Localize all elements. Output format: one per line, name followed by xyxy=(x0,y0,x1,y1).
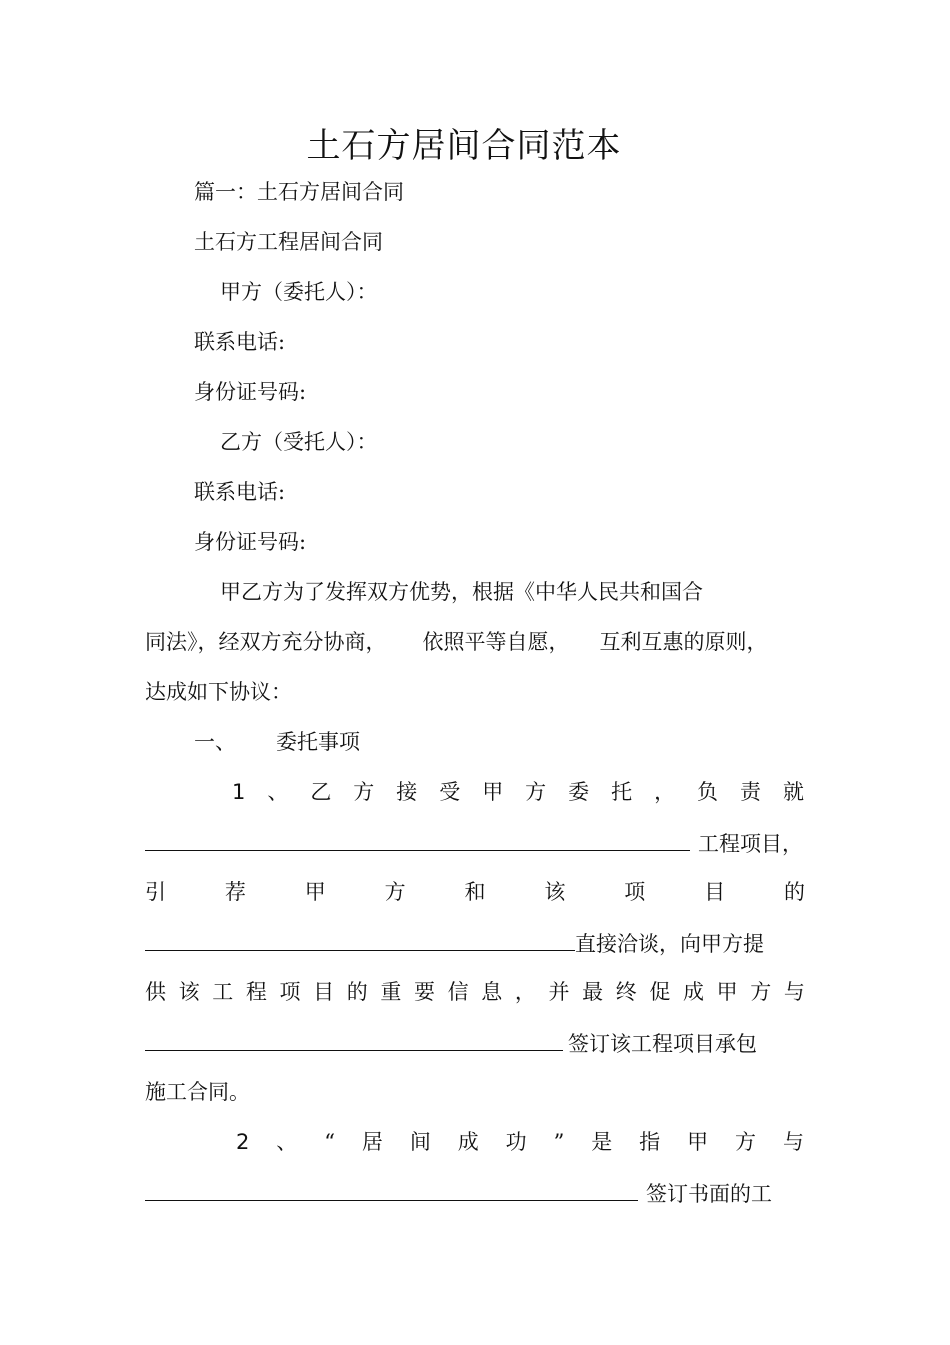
preamble-line-3: 达成如下协议： xyxy=(145,680,292,704)
clause-1-line-2 xyxy=(145,828,803,858)
party-a-label: 甲方（委托人）： xyxy=(220,280,378,304)
char-row20-2: “ xyxy=(324,1130,335,1154)
article-1-number: 一、 xyxy=(194,730,236,754)
char-row17-18: 方 xyxy=(750,980,772,1004)
char-row17-11: ， xyxy=(514,980,536,1004)
clause-1-text-b: 直接洽谈，向甲方提 xyxy=(575,932,764,956)
party-b-id-label: 身份证号码: xyxy=(194,530,307,554)
char-row17-1: 该 xyxy=(178,980,200,1004)
char-row17-17: 甲 xyxy=(716,980,738,1004)
char-row13-2: 乙 xyxy=(310,780,332,804)
char-row20-4: 间 xyxy=(409,1130,431,1154)
article-1-title: 委托事项 xyxy=(276,730,360,754)
char-row17-6: 的 xyxy=(346,980,368,1004)
char-row13-0: 1 xyxy=(232,780,246,804)
char-row13-5: 受 xyxy=(439,780,461,804)
clause-2-line-2 xyxy=(145,1178,772,1208)
char-row20-12: 与 xyxy=(782,1130,804,1154)
char-row20-6: 功 xyxy=(505,1130,527,1154)
preamble-part-1: 同法》，经双方充分协商， xyxy=(145,630,387,654)
char-row17-15: 促 xyxy=(649,980,671,1004)
preamble-part-3: 互利互惠的原则， xyxy=(599,630,768,654)
party-b-phone-label: 联系电话: xyxy=(194,480,286,504)
clause-1-line-6 xyxy=(145,1028,757,1058)
char-row13-8: 委 xyxy=(568,780,590,804)
char-row20-9: 指 xyxy=(639,1130,661,1154)
party-a-id-label: 身份证号码: xyxy=(194,380,307,404)
char-row15-2: 甲 xyxy=(304,880,326,904)
char-row17-0: 供 xyxy=(145,980,166,1004)
char-row20-10: 甲 xyxy=(687,1130,709,1154)
clause-1-line-5 xyxy=(145,978,805,1006)
char-row20-3: 居 xyxy=(361,1130,383,1154)
counterparty-blank-3[interactable] xyxy=(145,1178,638,1201)
clause-1-line-7: 施工合同。 xyxy=(145,1080,250,1104)
char-row13-3: 方 xyxy=(353,780,375,804)
clause-2-line-1 xyxy=(236,1128,804,1156)
counterparty-blank-2[interactable] xyxy=(145,1028,563,1051)
preamble-line-2 xyxy=(145,628,768,656)
char-row17-19: 与 xyxy=(783,980,805,1004)
char-row15-6: 项 xyxy=(624,880,646,904)
char-row17-8: 要 xyxy=(414,980,435,1004)
char-row17-4: 项 xyxy=(279,980,301,1004)
char-row15-7: 目 xyxy=(704,880,726,904)
char-row20-1: 、 xyxy=(276,1130,298,1154)
char-row17-5: 目 xyxy=(313,980,335,1004)
char-row15-5: 该 xyxy=(544,880,566,904)
char-row15-3: 方 xyxy=(384,880,406,904)
char-row13-11: 负 xyxy=(697,780,719,804)
char-row13-12: 责 xyxy=(740,780,761,804)
preamble-part-2: 依照平等自愿， xyxy=(422,630,570,654)
char-row20-11: 方 xyxy=(735,1130,757,1154)
char-row13-4: 接 xyxy=(396,780,418,804)
char-row15-0: 引 xyxy=(145,880,166,904)
contract-name: 土石方工程居间合同 xyxy=(194,230,383,254)
char-row20-8: 是 xyxy=(591,1130,613,1154)
char-row17-7: 重 xyxy=(380,980,402,1004)
char-row17-16: 成 xyxy=(683,980,704,1004)
clause-1-text-c: 签订该工程项目承包 xyxy=(568,1032,757,1056)
char-row20-5: 成 xyxy=(457,1130,479,1154)
char-row13-7: 方 xyxy=(525,780,547,804)
char-row13-9: 托 xyxy=(611,780,633,804)
char-row17-13: 最 xyxy=(582,980,604,1004)
article-1-heading xyxy=(194,728,360,756)
clause-1-line-3 xyxy=(145,878,805,906)
clause-1-line-4 xyxy=(145,928,764,958)
preamble-line-1: 甲乙方为了发挥双方优势，根据《中华人民共和国合 xyxy=(220,580,703,604)
char-row17-2: 工 xyxy=(212,980,234,1004)
char-row15-1: 荐 xyxy=(224,880,246,904)
char-row13-1: 、 xyxy=(267,780,289,804)
char-row13-10: ， xyxy=(654,780,676,804)
char-row15-4: 和 xyxy=(464,880,486,904)
char-row13-13: 就 xyxy=(782,780,804,804)
clause-1-text-a: 工程项目， xyxy=(698,832,803,856)
page-title: 土石方居间合同范本 xyxy=(306,126,622,166)
char-row20-7: ” xyxy=(553,1130,565,1154)
clause-1-line-1 xyxy=(232,778,804,806)
char-row17-14: 终 xyxy=(615,980,637,1004)
clause-2-text: 签订书面的工 xyxy=(646,1182,772,1206)
char-row17-9: 信 xyxy=(447,980,469,1004)
party-b-label: 乙方（受托人）： xyxy=(220,430,378,454)
char-row20-0: 2 xyxy=(236,1130,250,1154)
char-row17-10: 息 xyxy=(481,980,503,1004)
char-row15-8: 的 xyxy=(784,880,805,904)
char-row17-3: 程 xyxy=(245,980,267,1004)
section-heading: 篇一：土石方居间合同 xyxy=(194,180,404,204)
party-a-phone-label: 联系电话: xyxy=(194,330,286,354)
counterparty-blank-1[interactable] xyxy=(145,928,575,951)
char-row17-12: 并 xyxy=(548,980,570,1004)
char-row13-6: 甲 xyxy=(482,780,504,804)
project-name-blank[interactable] xyxy=(145,828,690,851)
